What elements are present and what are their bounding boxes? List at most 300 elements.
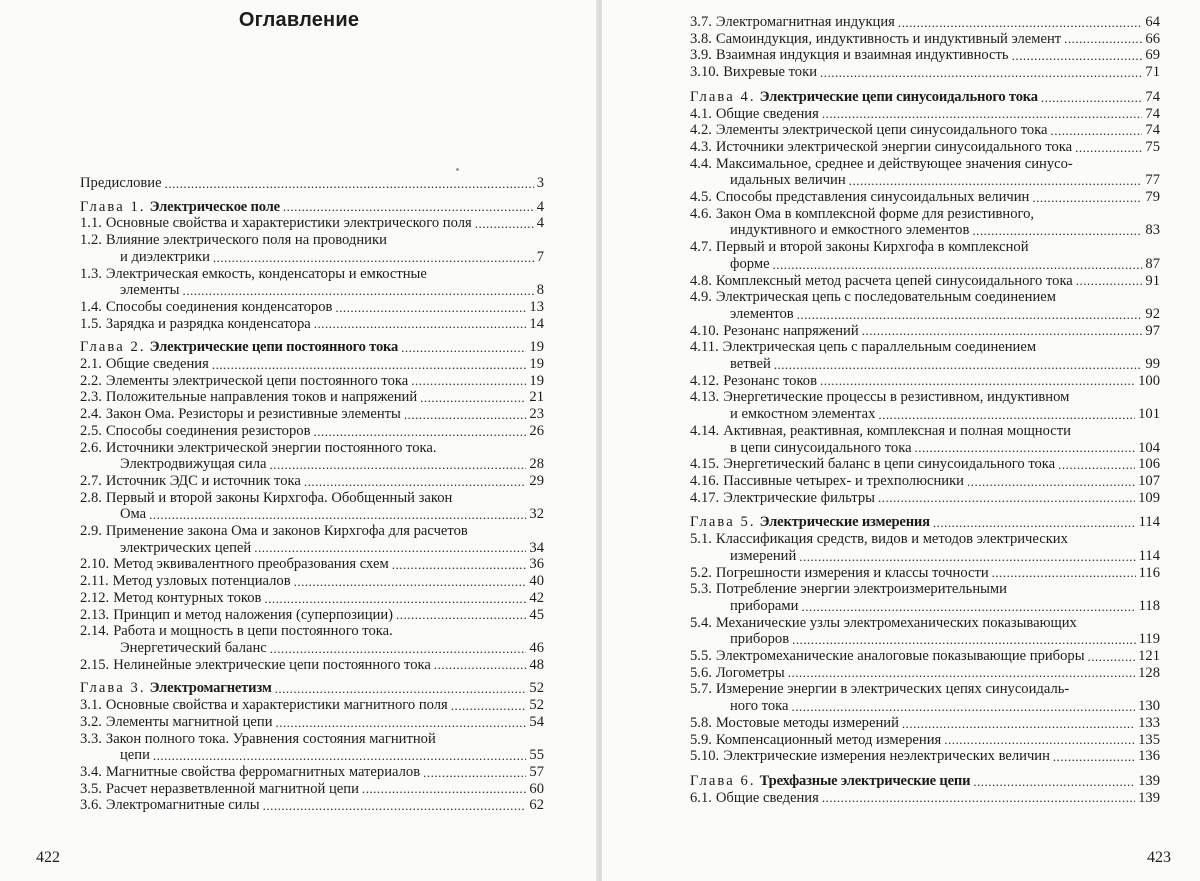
toc-entry-number: 2.1. <box>80 356 102 373</box>
toc-entry-title: в цепи синусоидального тока <box>730 439 912 456</box>
toc-entry <box>80 440 544 457</box>
toc-entry-title: Первый и второй законы Кирхгофа. Обобщенный закон <box>105 489 453 506</box>
toc-entry <box>690 306 1160 323</box>
dot-leader <box>294 573 527 590</box>
toc-entry <box>80 714 544 731</box>
toc-entry-number: 3.6. <box>80 797 102 814</box>
toc-entry-number: Глава 2. <box>80 339 146 356</box>
toc-entry-title: Электромагнитная индукция <box>715 14 895 30</box>
toc-entry-title: Энергетический баланс <box>120 639 267 656</box>
toc-entry-title: Электрические цепи постоянного тока <box>149 339 399 356</box>
toc-entry-number: 2.10. <box>80 556 110 573</box>
toc-page-number: 52 <box>529 680 544 697</box>
toc-page-number: 99 <box>1145 356 1160 373</box>
dot-leader <box>1064 31 1142 48</box>
toc-page-number: 66 <box>1145 30 1160 47</box>
toc-entry <box>690 172 1160 189</box>
toc-entry <box>690 732 1160 749</box>
toc-entry-title: Метод эквивалентного преобразования схем <box>113 556 389 573</box>
toc-page-number: 106 <box>1138 456 1160 473</box>
toc-page-number: 97 <box>1145 322 1160 339</box>
dot-leader <box>411 373 526 390</box>
toc-entry-title: Электрические измерения неэлектрических величин <box>723 748 1050 765</box>
dot-leader <box>182 282 533 299</box>
dot-leader <box>396 607 526 624</box>
dot-leader <box>270 640 527 657</box>
toc-entry-title: Вихревые токи <box>723 64 818 81</box>
toc-page-number: 118 <box>1138 597 1160 614</box>
toc-page-number: 121 <box>1138 648 1160 665</box>
toc-spacer <box>690 765 1160 773</box>
dot-leader <box>878 406 1135 423</box>
toc-entry-number: 5.6. <box>690 664 712 681</box>
toc-entry <box>690 189 1160 206</box>
toc-entry <box>690 631 1160 648</box>
toc-entry-title: элементов <box>730 305 794 322</box>
toc-entry-number: 4.14. <box>690 422 720 439</box>
toc-spacer <box>690 81 1160 89</box>
toc-entry <box>690 356 1160 373</box>
toc-page-number: 26 <box>529 422 544 439</box>
dot-leader <box>1041 89 1143 106</box>
toc-entry-title: Применение закона Ома и законов Кирхгофа для расчетов <box>105 523 468 540</box>
toc-entry <box>690 598 1160 615</box>
toc-entry-number: 4.1. <box>690 105 712 122</box>
toc-entry <box>690 456 1160 473</box>
toc-entry-title: приборов <box>730 631 790 648</box>
dot-leader <box>451 697 527 714</box>
toc-page-number: 116 <box>1138 564 1160 581</box>
toc-entry-number: 6.1. <box>690 789 712 806</box>
toc-entry <box>80 490 544 507</box>
toc-entry-number: 3.2. <box>80 713 102 730</box>
toc-entry <box>690 665 1160 682</box>
dot-leader <box>862 323 1143 340</box>
toc-entry-title: Основные свойства и характеристики магнитного поля <box>105 697 448 714</box>
toc-entry-title: Метод узловых потенциалов <box>112 573 291 590</box>
toc-entry-number: 2.14. <box>80 623 110 640</box>
toc-entry <box>690 289 1160 306</box>
toc-page-number: 23 <box>529 406 544 423</box>
toc-entry-title: Погрешности измерения и классы точности <box>715 564 989 581</box>
toc-page-number: 109 <box>1138 489 1160 506</box>
toc-page-number: 3 <box>536 175 544 191</box>
dot-leader <box>773 256 1143 273</box>
toc-entry <box>690 715 1160 732</box>
toc-page-number: 64 <box>1145 14 1160 30</box>
dot-leader <box>944 732 1135 749</box>
toc-page-number: 19 <box>529 339 544 356</box>
toc-entry <box>80 590 544 607</box>
toc-page-number: 104 <box>1138 439 1160 456</box>
toc-entry-number: 2.5. <box>80 422 102 439</box>
toc-entry-title: Активная, реактивная, комплексная и полная мощности <box>723 422 1071 439</box>
toc-page-number: 62 <box>529 797 544 814</box>
toc-entry-title: Компенсационный метод измерения <box>715 731 942 748</box>
toc-entry-title: Электромагнитные силы <box>105 797 260 814</box>
dot-leader <box>212 356 527 373</box>
toc-entry-number: 4.16. <box>690 472 720 489</box>
toc-chapter <box>80 339 544 356</box>
toc-entry-title: Трехфазные электрические цепи <box>759 772 971 789</box>
toc-entry-number: 4.5. <box>690 189 712 206</box>
toc-entry <box>690 531 1160 548</box>
toc-entry-title: Источники электрической энергии синусоидального тока <box>715 138 1073 155</box>
toc-entry-number: 4.11. <box>690 339 719 356</box>
toc-page-number: 13 <box>529 298 544 315</box>
toc-entry-number: 3.8. <box>690 30 712 47</box>
toc-spacer <box>80 192 544 199</box>
toc-entry-number: Глава 3. <box>80 680 146 697</box>
toc-entry-number: 1.5. <box>80 315 102 332</box>
dot-leader <box>263 797 527 814</box>
toc-entry-title: Энергетические процессы в резистивном, индуктивном <box>723 389 1070 406</box>
dot-leader <box>401 339 526 356</box>
toc-entry-title: Электрическая цепь с параллельным соединением <box>722 339 1037 356</box>
toc-entry-title: Электрические измерения <box>759 514 930 531</box>
toc-entry-title: Предисловие <box>80 175 162 191</box>
toc-entry <box>690 648 1160 665</box>
toc-entry <box>80 423 544 440</box>
toc-entry-title: Способы представления синусоидальных величин <box>715 189 1030 206</box>
dot-leader <box>820 373 1135 390</box>
toc-entry-number: 1.2. <box>80 232 102 249</box>
toc-entry-number: 3.10. <box>690 64 720 81</box>
toc-entry-title: Способы соединения конденсаторов <box>105 298 333 315</box>
toc-entry <box>690 373 1160 390</box>
toc-entry-number: 2.11. <box>80 573 109 590</box>
toc-page-number: 79 <box>1145 189 1160 206</box>
toc-entry-number: 1.4. <box>80 298 102 315</box>
toc-page-number: 83 <box>1145 222 1160 239</box>
toc-entry <box>80 697 544 714</box>
toc-entry <box>690 748 1160 765</box>
page-number-right: 423 <box>1147 849 1171 866</box>
toc-entry <box>690 548 1160 565</box>
toc-entry-number: Глава 1. <box>80 198 146 215</box>
toc-page-number: 119 <box>1138 631 1160 648</box>
toc-entry <box>80 175 544 192</box>
toc-page-number: 75 <box>1145 138 1160 155</box>
toc-page-number: 60 <box>529 780 544 797</box>
toc-page-number: 133 <box>1138 714 1160 731</box>
toc-page-number: 19 <box>529 372 544 389</box>
page-number-left: 422 <box>36 849 60 866</box>
dot-leader <box>304 473 527 490</box>
toc-entry-title: Резонанс токов <box>723 372 817 389</box>
toc-entry-number: 4.15. <box>690 456 720 473</box>
toc-page-number: 32 <box>529 506 544 523</box>
dot-leader <box>362 781 527 798</box>
toc-page-number: 34 <box>529 539 544 556</box>
dot-leader <box>1075 139 1142 156</box>
toc-entry-number: 4.13. <box>690 389 720 406</box>
toc-entry <box>80 215 544 232</box>
toc-entry <box>690 389 1160 406</box>
toc-entry-number: 5.5. <box>690 648 712 665</box>
toc-entry-number: 4.8. <box>690 272 712 289</box>
dot-leader <box>149 506 526 523</box>
toc-entry <box>690 473 1160 490</box>
dot-leader <box>275 680 527 697</box>
toc-entry <box>80 456 544 473</box>
dot-leader <box>165 175 534 192</box>
left-page <box>0 0 598 881</box>
dot-leader <box>972 222 1142 239</box>
toc-page-number: 91 <box>1145 272 1160 289</box>
toc-entry <box>690 256 1160 273</box>
dot-leader <box>774 356 1143 373</box>
toc-entry <box>690 156 1160 173</box>
toc-entry <box>80 657 544 674</box>
toc-entry-number: 3.7. <box>690 14 712 30</box>
toc-entry-title: измерений <box>730 547 797 564</box>
dot-leader <box>404 406 527 423</box>
toc-page-number: 8 <box>536 282 544 299</box>
toc-entry <box>690 790 1160 807</box>
toc-entry <box>690 490 1160 507</box>
toc-entry-title: Электрическое поле <box>149 198 280 215</box>
toc-entry-title: Источники электрической энергии постоянного тока. <box>105 439 437 456</box>
toc-entry-title: и емкостном элементах <box>730 406 876 423</box>
toc-entry-title: Энергетический баланс в цепи синусоидального тока <box>723 456 1056 473</box>
dot-leader <box>283 199 534 216</box>
dot-leader <box>797 306 1143 323</box>
toc-entry-number: 2.15. <box>80 656 110 673</box>
toc-page-number: 139 <box>1138 789 1160 806</box>
dot-leader <box>1012 47 1143 64</box>
dot-leader <box>1076 273 1143 290</box>
toc-chapter <box>690 773 1160 790</box>
toc-entry-title: цепи <box>120 747 150 764</box>
dot-leader <box>420 389 526 406</box>
toc-entry-number: 4.9. <box>690 289 712 306</box>
toc-entry-number: 4.7. <box>690 239 712 256</box>
toc-page-number: 139 <box>1138 772 1160 789</box>
toc-page-number: 100 <box>1138 372 1160 389</box>
table-of-contents-left <box>80 175 544 814</box>
toc-entry-title: Расчет неразветвленной магнитной цепи <box>105 780 359 797</box>
print-speck <box>456 168 459 171</box>
dot-leader <box>792 631 1136 648</box>
toc-entry-title: Общие сведения <box>715 105 819 122</box>
toc-entry-number: Глава 6. <box>690 772 756 789</box>
toc-entry <box>690 440 1160 457</box>
toc-entry <box>690 31 1160 48</box>
dot-leader <box>1088 648 1136 665</box>
toc-entry <box>690 206 1160 223</box>
toc-entry <box>690 698 1160 715</box>
toc-entry-title: ного тока <box>730 698 789 715</box>
toc-entry <box>80 523 544 540</box>
toc-entry-number: 2.9. <box>80 523 102 540</box>
toc-entry-title: электрических цепей <box>120 539 252 556</box>
toc-entry <box>80 607 544 624</box>
dot-leader <box>799 548 1135 565</box>
toc-entry-title: Электрическая емкость, конденсаторы и емкостные <box>105 265 427 282</box>
dot-leader <box>264 590 526 607</box>
toc-entry-number: 2.3. <box>80 389 102 406</box>
right-page <box>602 0 1200 881</box>
toc-entry-title: Общие сведения <box>715 789 819 806</box>
toc-entry-number: 1.3. <box>80 265 102 282</box>
toc-entry-number: 1.1. <box>80 215 102 232</box>
toc-entry-title: Электромагнетизм <box>149 680 272 697</box>
toc-entry-title: Закон Ома в комплексной форме для резистивного, <box>715 205 1035 222</box>
dot-leader <box>822 106 1143 123</box>
toc-entry-title: Взаимная индукция и взаимная индуктивность <box>715 47 1009 64</box>
toc-entry-title: Классификация средств, видов и методов электрических <box>715 531 1068 548</box>
toc-page-number: 77 <box>1145 172 1160 189</box>
dot-leader <box>915 440 1136 457</box>
toc-entry-title: Нелинейные электрические цепи постоянного тока <box>113 656 431 673</box>
dot-leader <box>213 249 534 266</box>
toc-entry-number: 5.3. <box>690 581 712 598</box>
toc-entry <box>80 506 544 523</box>
toc-entry-number: 4.17. <box>690 489 720 506</box>
dot-leader <box>788 665 1135 682</box>
toc-entry-title: Закон Ома. Резисторы и резистивные элементы <box>105 406 401 423</box>
toc-page-number: 21 <box>529 389 544 406</box>
table-of-contents-right <box>690 14 1160 806</box>
toc-entry-title: Основные свойства и характеристики электрического поля <box>105 215 472 232</box>
toc-page-number: 74 <box>1145 105 1160 122</box>
toc-entry-title: Элементы электрической цепи постоянного тока <box>105 372 409 389</box>
toc-page-number: 114 <box>1138 514 1160 531</box>
dot-leader <box>992 565 1136 582</box>
toc-entry-number: 4.2. <box>690 122 712 139</box>
toc-entry-title: идальных величин <box>730 172 846 189</box>
toc-entry-title: Электрические фильтры <box>723 489 875 506</box>
toc-page-number: 92 <box>1145 305 1160 322</box>
toc-entry-title: Электромеханические аналоговые показывающие приборы <box>715 648 1085 665</box>
toc-page-number: 46 <box>529 639 544 656</box>
toc-entry-number: 2.7. <box>80 472 102 489</box>
toc-entry-number: 4.3. <box>690 138 712 155</box>
toc-entry-title: Максимальное, среднее и действующее значения синусо- <box>715 155 1073 172</box>
toc-entry <box>690 273 1160 290</box>
toc-entry-title: Положительные направления токов и напряжений <box>105 389 418 406</box>
toc-entry-title: Логометры <box>715 664 785 681</box>
toc-entry-title: Закон полного тока. Уравнения состояния магнитной <box>105 730 436 747</box>
toc-entry <box>690 565 1160 582</box>
toc-entry-number: 5.7. <box>690 681 712 698</box>
toc-page-number: 74 <box>1145 122 1160 139</box>
toc-entry-number: 2.8. <box>80 489 102 506</box>
toc-entry-title: Метод контурных токов <box>113 589 262 606</box>
toc-page-number: 29 <box>529 472 544 489</box>
toc-entry <box>80 797 544 814</box>
toc-entry <box>80 389 544 406</box>
toc-entry-number: 5.1. <box>690 531 712 548</box>
toc-page-number: 40 <box>529 573 544 590</box>
toc-entry <box>80 781 544 798</box>
dot-leader <box>878 490 1135 507</box>
toc-entry-number: 3.4. <box>80 763 102 780</box>
toc-entry <box>690 64 1160 81</box>
toc-page-number: 28 <box>529 456 544 473</box>
toc-entry-title: Измерение энергии в электрических цепях синусоидаль- <box>715 681 1070 698</box>
toc-entry-title: Элементы электрической цепи синусоидального тока <box>715 122 1048 139</box>
toc-page-number: 130 <box>1138 698 1160 715</box>
toc-entry-number: Глава 5. <box>690 514 756 531</box>
dot-leader <box>822 790 1135 807</box>
toc-entry <box>690 222 1160 239</box>
toc-entry <box>80 731 544 748</box>
toc-entry-number: 5.2. <box>690 564 712 581</box>
toc-page-number: 135 <box>1138 731 1160 748</box>
toc-page-number: 74 <box>1145 88 1160 105</box>
toc-chapter <box>80 199 544 216</box>
toc-chapter <box>690 514 1160 531</box>
toc-entry-title: Магнитные свойства ферромагнитных материалов <box>105 763 421 780</box>
dot-leader <box>434 657 527 674</box>
dot-leader <box>153 747 526 764</box>
toc-entry <box>80 747 544 764</box>
toc-entry-title: Источник ЭДС и источник тока <box>105 472 301 489</box>
toc-entry-title: Общие сведения <box>105 356 209 373</box>
toc-chapter <box>80 680 544 697</box>
toc-entry-number: 3.3. <box>80 730 102 747</box>
toc-entry <box>690 122 1160 139</box>
toc-page-number: 45 <box>529 606 544 623</box>
toc-page-number: 87 <box>1145 255 1160 272</box>
dot-leader <box>792 698 1136 715</box>
toc-entry-number: 4.10. <box>690 322 720 339</box>
toc-entry <box>80 232 544 249</box>
toc-page-number: 14 <box>529 315 544 332</box>
toc-entry-title: и диэлектрики <box>120 248 210 265</box>
toc-spacer <box>690 506 1160 514</box>
toc-entry <box>690 139 1160 156</box>
toc-entry <box>80 266 544 283</box>
toc-entry-title: индуктивного и емкостного элементов <box>730 222 970 239</box>
toc-entry-title: Механические узлы электромеханических показывающих <box>715 614 1077 631</box>
toc-entry-title: Принцип и метод наложения (суперпозиции) <box>113 606 394 623</box>
toc-entry-number: 5.9. <box>690 731 712 748</box>
toc-entry <box>80 473 544 490</box>
toc-entry-number: 2.4. <box>80 406 102 423</box>
toc-entry-number: 5.8. <box>690 714 712 731</box>
dot-leader <box>933 514 1136 531</box>
toc-page-number: 107 <box>1138 472 1160 489</box>
toc-page-number: 48 <box>529 656 544 673</box>
toc-entry <box>80 540 544 557</box>
toc-entry <box>80 764 544 781</box>
toc-entry <box>690 423 1160 440</box>
toc-entry-title: Работа и мощность в цепи постоянного тока. <box>113 623 393 640</box>
toc-entry <box>80 640 544 657</box>
toc-page-number: 71 <box>1145 64 1160 81</box>
toc-page-number: 128 <box>1138 664 1160 681</box>
dot-leader <box>475 215 534 232</box>
dot-leader <box>254 540 526 557</box>
toc-entry <box>80 573 544 590</box>
toc-entry <box>80 316 544 333</box>
toc-entry-title: Самоиндукция, индуктивность и индуктивный элемент <box>715 30 1062 47</box>
toc-page-number: 57 <box>529 763 544 780</box>
dot-leader <box>898 14 1143 31</box>
toc-entry-number: 4.4. <box>690 155 712 172</box>
dot-leader <box>335 299 526 316</box>
dot-leader <box>801 598 1135 615</box>
toc-entry-number: 3.9. <box>690 47 712 64</box>
dot-leader <box>1032 189 1142 206</box>
dot-leader <box>313 423 526 440</box>
toc-entry-title: Электродвижущая сила <box>120 456 267 473</box>
toc-chapter <box>690 89 1160 106</box>
dot-leader <box>392 556 527 573</box>
